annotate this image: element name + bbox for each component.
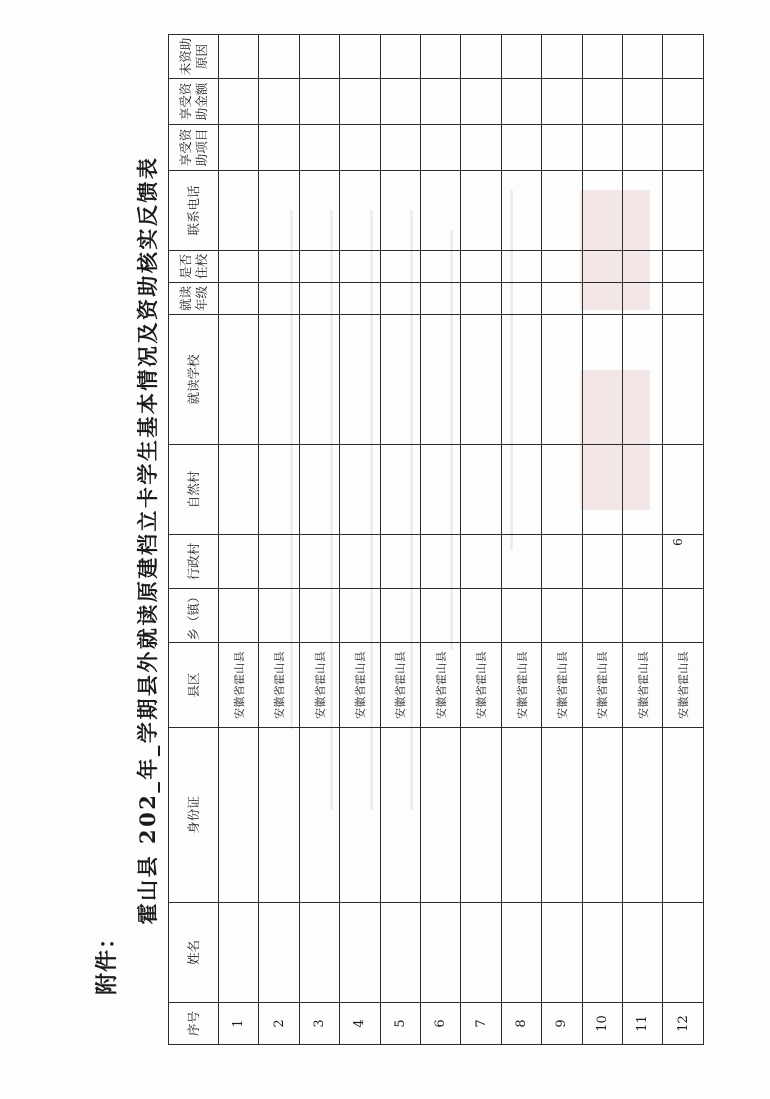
empty-cell: [219, 445, 259, 535]
row-index: 6: [421, 1003, 461, 1045]
empty-cell: [421, 171, 461, 251]
empty-cell: [259, 728, 299, 903]
empty-cell: [340, 283, 380, 315]
empty-cell: [582, 171, 622, 251]
empty-cell: [623, 171, 663, 251]
empty-cell: [461, 283, 501, 315]
empty-cell: [340, 315, 380, 445]
empty-cell: [259, 535, 299, 589]
empty-cell: [623, 535, 663, 589]
empty-cell: [461, 535, 501, 589]
county-cell: 安徽省霍山县: [421, 643, 461, 728]
table-header-row: [169, 35, 219, 1045]
empty-cell: [623, 125, 663, 171]
empty-cell: [663, 35, 704, 79]
empty-cell: [542, 728, 582, 903]
county-cell: 安徽省霍山县: [380, 643, 420, 728]
empty-cell: [340, 535, 380, 589]
empty-cell: [542, 35, 582, 79]
row-index: 12: [663, 1003, 704, 1045]
empty-cell: [501, 125, 541, 171]
empty-cell: [582, 728, 622, 903]
empty-cell: [663, 171, 704, 251]
table-row: [299, 35, 339, 1045]
empty-cell: [259, 445, 299, 535]
empty-cell: [299, 589, 339, 643]
empty-cell: [501, 315, 541, 445]
row-index: 4: [340, 1003, 380, 1045]
empty-cell: [663, 903, 704, 1003]
empty-cell: [623, 283, 663, 315]
empty-cell: [542, 445, 582, 535]
column-header: 姓名: [169, 903, 219, 1003]
column-header: 未资助原因: [169, 35, 219, 79]
empty-cell: [380, 35, 420, 79]
form-title: 霍山县 202_年_学期县外就读原建档立卡学生基本情况及资助核实反馈表: [135, 155, 160, 925]
empty-cell: [299, 903, 339, 1003]
empty-cell: [219, 283, 259, 315]
column-header: 享受资助金额: [169, 79, 219, 125]
empty-cell: [501, 171, 541, 251]
empty-cell: [501, 283, 541, 315]
empty-cell: [340, 445, 380, 535]
row-index: 5: [380, 1003, 420, 1045]
county-cell: 安徽省霍山县: [542, 643, 582, 728]
empty-cell: [461, 79, 501, 125]
empty-cell: [219, 589, 259, 643]
table-row: [461, 35, 501, 1045]
empty-cell: [340, 903, 380, 1003]
row-index: 8: [501, 1003, 541, 1045]
empty-cell: [663, 445, 704, 535]
empty-cell: [542, 251, 582, 283]
rotated-sheet: [90, 35, 710, 1045]
empty-cell: [299, 728, 339, 903]
empty-cell: [582, 315, 622, 445]
empty-cell: [299, 535, 339, 589]
county-cell: 安徽省霍山县: [340, 643, 380, 728]
empty-cell: [542, 315, 582, 445]
empty-cell: [501, 79, 541, 125]
empty-cell: [582, 35, 622, 79]
empty-cell: [623, 315, 663, 445]
column-header: 就读年级: [169, 283, 219, 315]
column-header: 行政村: [169, 535, 219, 589]
row-index: 10: [582, 1003, 622, 1045]
empty-cell: [340, 728, 380, 903]
county-cell: 安徽省霍山县: [219, 643, 259, 728]
empty-cell: [380, 728, 420, 903]
empty-cell: [340, 589, 380, 643]
empty-cell: [623, 35, 663, 79]
county-cell: 安徽省霍山县: [663, 643, 704, 728]
empty-cell: [623, 589, 663, 643]
county-cell: 安徽省霍山县: [501, 643, 541, 728]
empty-cell: [582, 535, 622, 589]
row-index: 7: [461, 1003, 501, 1045]
table-row: [501, 35, 541, 1045]
empty-cell: [380, 283, 420, 315]
empty-cell: [421, 79, 461, 125]
empty-cell: [219, 35, 259, 79]
empty-cell: [663, 283, 704, 315]
empty-cell: [421, 728, 461, 903]
column-header: 身份证: [169, 728, 219, 903]
empty-cell: [421, 315, 461, 445]
column-header: 享受资助项目: [169, 125, 219, 171]
empty-cell: [542, 903, 582, 1003]
empty-cell: [421, 35, 461, 79]
empty-cell: [623, 903, 663, 1003]
empty-cell: [461, 445, 501, 535]
empty-cell: [421, 903, 461, 1003]
row-index: 3: [299, 1003, 339, 1045]
empty-cell: [663, 315, 704, 445]
empty-cell: [380, 125, 420, 171]
empty-cell: [461, 903, 501, 1003]
empty-cell: [663, 79, 704, 125]
empty-cell: [340, 171, 380, 251]
empty-cell: [421, 125, 461, 171]
empty-cell: [380, 251, 420, 283]
empty-cell: [259, 589, 299, 643]
empty-cell: [542, 171, 582, 251]
empty-cell: [461, 589, 501, 643]
row-index: 9: [542, 1003, 582, 1045]
empty-cell: [623, 251, 663, 283]
empty-cell: [299, 251, 339, 283]
empty-cell: [299, 125, 339, 171]
empty-cell: [542, 535, 582, 589]
empty-cell: [461, 171, 501, 251]
verification-table: [168, 34, 704, 1045]
empty-cell: [421, 445, 461, 535]
row-index: 1: [219, 1003, 259, 1045]
empty-cell: [380, 315, 420, 445]
empty-cell: [380, 535, 420, 589]
empty-cell: [582, 125, 622, 171]
empty-cell: [461, 251, 501, 283]
empty-cell: [380, 589, 420, 643]
empty-cell: [340, 125, 380, 171]
empty-cell: [259, 903, 299, 1003]
county-cell: 安徽省霍山县: [623, 643, 663, 728]
column-header: 联系电话: [169, 171, 219, 251]
empty-cell: [259, 315, 299, 445]
empty-cell: [259, 35, 299, 79]
empty-cell: [421, 283, 461, 315]
empty-cell: [461, 125, 501, 171]
empty-cell: [542, 79, 582, 125]
empty-cell: [380, 445, 420, 535]
table-row: [421, 35, 461, 1045]
empty-cell: [501, 35, 541, 79]
empty-cell: [259, 171, 299, 251]
empty-cell: [623, 445, 663, 535]
column-header: 就读学校: [169, 315, 219, 445]
column-header: 序号: [169, 1003, 219, 1045]
empty-cell: [299, 315, 339, 445]
empty-cell: [219, 171, 259, 251]
empty-cell: [219, 535, 259, 589]
empty-cell: [299, 283, 339, 315]
empty-cell: [663, 589, 704, 643]
table-row: [582, 35, 622, 1045]
empty-cell: [219, 315, 259, 445]
empty-cell: [259, 125, 299, 171]
table-row: [380, 35, 420, 1045]
column-header: 自然村: [169, 445, 219, 535]
empty-cell: [663, 728, 704, 903]
empty-cell: [461, 315, 501, 445]
empty-cell: [623, 728, 663, 903]
empty-cell: [299, 445, 339, 535]
empty-cell: [461, 35, 501, 79]
empty-cell: [501, 903, 541, 1003]
empty-cell: [299, 35, 339, 79]
table-row: [340, 35, 380, 1045]
column-header: 乡（镇）: [169, 589, 219, 643]
empty-cell: [380, 171, 420, 251]
county-cell: 安徽省霍山县: [461, 643, 501, 728]
empty-cell: [421, 535, 461, 589]
empty-cell: [299, 79, 339, 125]
empty-cell: [542, 125, 582, 171]
empty-cell: [501, 728, 541, 903]
empty-cell: [501, 535, 541, 589]
empty-cell: [219, 251, 259, 283]
empty-cell: [461, 728, 501, 903]
empty-cell: [259, 79, 299, 125]
empty-cell: [542, 283, 582, 315]
table-row: [259, 35, 299, 1045]
empty-cell: [380, 79, 420, 125]
empty-cell: [582, 903, 622, 1003]
empty-cell: [299, 171, 339, 251]
empty-cell: [663, 251, 704, 283]
empty-cell: [623, 79, 663, 125]
empty-cell: [340, 79, 380, 125]
county-cell: 安徽省霍山县: [582, 643, 622, 728]
table-row: [623, 35, 663, 1045]
row-index: 11: [623, 1003, 663, 1045]
empty-cell: [219, 728, 259, 903]
empty-cell: [501, 589, 541, 643]
column-header: 是否住校: [169, 251, 219, 283]
county-cell: 安徽省霍山县: [299, 643, 339, 728]
empty-cell: [219, 79, 259, 125]
empty-cell: [582, 79, 622, 125]
empty-cell: [340, 251, 380, 283]
empty-cell: [663, 125, 704, 171]
empty-cell: [340, 35, 380, 79]
row-index: 2: [259, 1003, 299, 1045]
empty-cell: [501, 251, 541, 283]
county-cell: 安徽省霍山县: [259, 643, 299, 728]
empty-cell: [582, 251, 622, 283]
page-number: 6: [670, 538, 685, 546]
empty-cell: [582, 589, 622, 643]
empty-cell: [542, 589, 582, 643]
empty-cell: [219, 903, 259, 1003]
empty-cell: [421, 589, 461, 643]
empty-cell: [380, 903, 420, 1003]
column-header: 县区: [169, 643, 219, 728]
empty-cell: [582, 283, 622, 315]
attachment-label: 附件：: [95, 925, 120, 995]
empty-cell: [582, 445, 622, 535]
empty-cell: [219, 125, 259, 171]
table-body: [219, 35, 704, 1045]
table-row: [219, 35, 259, 1045]
table-row: [542, 35, 582, 1045]
empty-cell: [421, 251, 461, 283]
empty-cell: [259, 251, 299, 283]
empty-cell: [259, 283, 299, 315]
empty-cell: [501, 445, 541, 535]
